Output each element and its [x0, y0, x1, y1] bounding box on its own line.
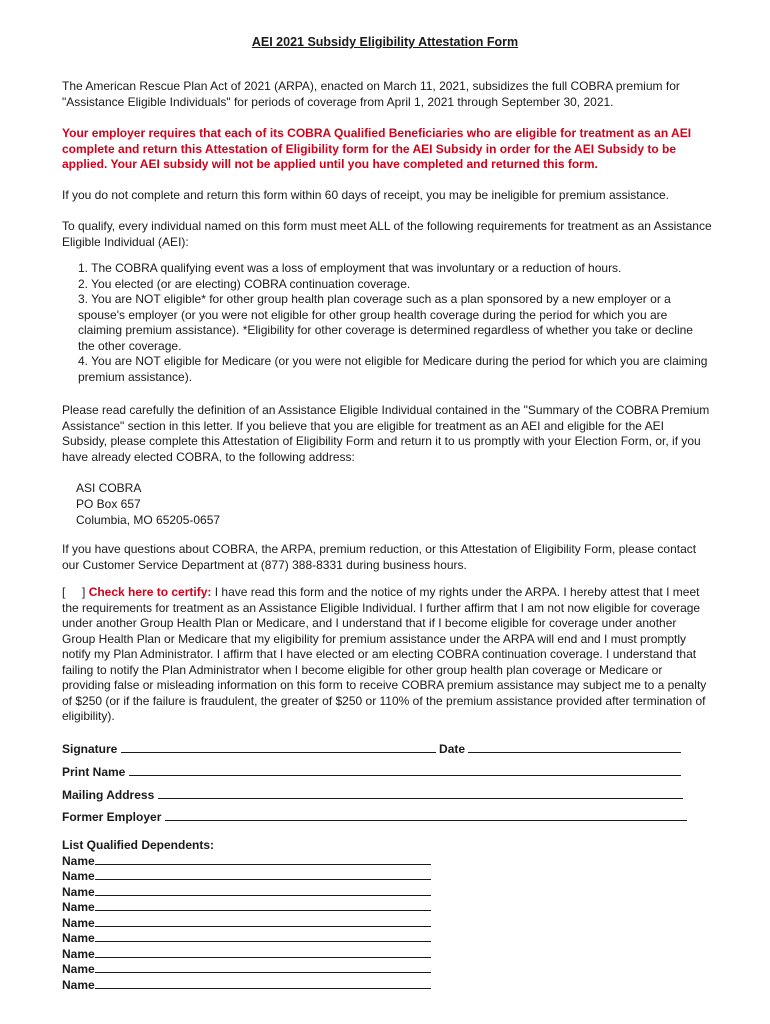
dependent-row — [62, 899, 431, 914]
mailing-address-block — [76, 480, 220, 528]
former-employer-label: Former Employer — [62, 810, 162, 824]
qualify-intro: To qualify, every individual named on this form must meet ALL of the following requirements for treatment as an Assistance Eligible Individual (AEI): — [62, 219, 712, 249]
former-employer-field[interactable] — [165, 809, 687, 821]
dependent-name-field[interactable] — [95, 930, 431, 942]
form-title: AEI 2021 Subsidy Eligibility Attestation Form — [251, 35, 519, 49]
print-name-row — [62, 764, 687, 779]
dependent-name-field[interactable] — [95, 961, 431, 973]
certify-label: Check here to certify: — [88, 585, 212, 599]
address-line: Columbia, MO 65205-0657 — [76, 513, 221, 527]
date-label: Date — [439, 742, 466, 756]
dependent-name-label: Name — [62, 916, 95, 930]
mailing-address-field[interactable] — [158, 787, 683, 799]
print-name-field[interactable] — [129, 764, 681, 776]
print-name-label: Print Name — [62, 765, 126, 779]
dependent-name-label: Name — [62, 978, 95, 992]
dependent-row — [62, 884, 431, 899]
requirement-item: 3. You are NOT eligible* for other group health plan coverage such as a plan sponsored by a new employer or a spouse's employer (or you were not eligible for other group health coverage during the period for which you are claiming premium assistance). *Eligibility for other coverage is determined regardless of whether you take or decline the other coverage. — [78, 292, 693, 353]
date-field[interactable] — [468, 741, 681, 753]
dependent-name-field[interactable] — [95, 853, 431, 865]
mailing-address-row — [62, 787, 687, 802]
dependent-name-field[interactable] — [95, 915, 431, 927]
address-line: ASI COBRA — [76, 481, 142, 495]
dependent-name-label: Name — [62, 900, 95, 914]
dependent-row — [62, 961, 431, 976]
dependent-row — [62, 915, 431, 930]
dependent-name-label: Name — [62, 854, 95, 868]
dependent-name-label: Name — [62, 869, 95, 883]
dependent-row — [62, 868, 431, 883]
dependent-name-field[interactable] — [95, 899, 431, 911]
intro-paragraph: The American Rescue Plan Act of 2021 (ARPA), enacted on March 11, 2021, subsidizes the full COBRA premium for "Assistance Eligible Individuals" for periods of coverage from April 1, 2021 through September 30, 2021. — [62, 79, 680, 109]
requirement-item: 1. The COBRA qualifying event was a loss of employment that was involuntary or a reduction of hours. — [78, 261, 622, 275]
deadline-notice: If you do not complete and return this form within 60 days of receipt, you may be ineligible for premium assistance. — [62, 188, 669, 202]
dependent-name-label: Name — [62, 931, 95, 945]
signature-field[interactable] — [121, 741, 436, 753]
requirements-list — [78, 261, 708, 385]
requirement-item: 4. You are NOT eligible for Medicare (or you were not eligible for Medicare during the period for which you are claiming premium assistance). — [78, 354, 708, 384]
dependent-row — [62, 930, 431, 945]
certification-paragraph — [62, 585, 712, 725]
dependent-name-field[interactable] — [95, 977, 431, 989]
requirement-item: 2. You elected (or are electing) COBRA continuation coverage. — [78, 276, 411, 291]
questions-paragraph: If you have questions about COBRA, the ARPA, premium reduction, or this Attestation of Eligibility Form, please contact our Customer Service Department at (877) 388-8331 during business hours. — [62, 542, 697, 572]
address-line: PO Box 657 — [76, 497, 141, 511]
dependent-row — [62, 946, 431, 961]
dependent-name-label: Name — [62, 962, 95, 976]
former-employer-row — [62, 809, 687, 824]
dependent-name-field[interactable] — [95, 946, 431, 958]
dependents-title: List Qualified Dependents: — [62, 838, 215, 852]
employer-requirement-warning: Your employer requires that each of its COBRA Qualified Beneficiaries who are eligible for treatment as an AEI complete and return this Attestation of Eligibility form for the AEI Subsidy in order for the AEI Subsidy to be applied. Your AEI subsidy will not be applied until you have completed and returned this form. — [62, 126, 692, 171]
certify-statement: I have read this form and the notice of my rights under the ARPA. I hereby attest that I meet the requirements for treatment as an Assistance Eligible Individual. I further affirm that I am not now eligible for coverage under another Group Health Plan or Medicare, and I understand that if I become eligible for coverage under another Group Health Plan or Medicare that my eligibility for premium assistance under the ARPA will end and I must promptly notify my Plan Administrator. I affirm that I have elected or am electing COBRA continuation coverage. I understand that failing to notify the Plan Administrator when I become eligible for other group health plan coverage or Medicare or providing false or misleading information on this form to receive COBRA premium assistance may subject me to a penalty of $250 (or if the failure is fraudulent, the greater of $250 or 110% of the premium assistance provided after termination of eligibility). — [62, 585, 707, 723]
dependent-name-field[interactable] — [95, 868, 431, 880]
dependent-row — [62, 977, 431, 992]
signature-row — [62, 741, 687, 756]
mailing-address-label: Mailing Address — [62, 788, 155, 802]
signature-label: Signature — [62, 742, 118, 756]
dependent-name-label: Name — [62, 885, 95, 899]
dependent-name-label: Name — [62, 947, 95, 961]
dependent-row — [62, 853, 431, 868]
instructions-paragraph: Please read carefully the definition of an Assistance Eligible Individual contained in the "Summary of the COBRA Premium Assistance" section in this letter. If you believe that you are eligible for treatment as an AEI and eligible for the AEI Subsidy, please complete this Attestation of Eligibility Form and return it to us promptly with your Election Form, or, if you have already elected COBRA, to the following address: — [62, 403, 710, 464]
dependent-name-field[interactable] — [95, 884, 431, 896]
certify-checkbox[interactable]: [ ] — [62, 585, 86, 599]
